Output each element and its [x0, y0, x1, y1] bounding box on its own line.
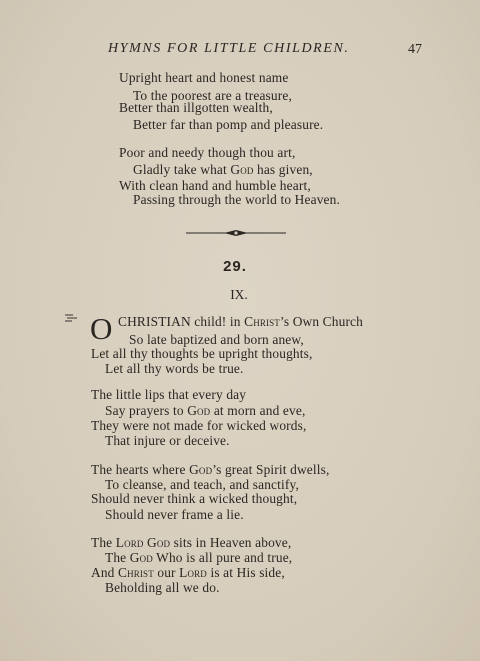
verse-line: The Lord God sits in Heaven above,	[91, 535, 292, 550]
verse-line: Better than illgotten wealth,	[119, 100, 273, 115]
verse-line: That injure or deceive.	[105, 433, 230, 448]
drop-cap: O	[90, 311, 113, 346]
verse-line: Gladly take what God has given,	[133, 162, 313, 177]
divine-name: God	[129, 550, 153, 565]
verse-line: Say prayers to God at morn and eve,	[105, 403, 306, 418]
divine-name: Christ	[118, 565, 154, 580]
ornament-divider	[186, 228, 286, 238]
verse-line: Should never think a wicked thought,	[91, 491, 298, 506]
verse-line: CHRISTIAN child! in Christ’s Own Church	[118, 314, 364, 329]
verse-line: So late baptized and born anew,	[129, 332, 304, 347]
verse-line: Poor and needy though thou art,	[119, 145, 296, 160]
page-header	[0, 41, 480, 61]
verse-line: To the poorest are a treasure,	[133, 88, 292, 103]
divine-name: Christ	[244, 314, 280, 329]
hymn-number: 29.	[223, 258, 247, 275]
verse-line: With clean hand and humble heart,	[119, 178, 311, 193]
verse-line: To cleanse, and teach, and sanctify,	[105, 477, 299, 492]
divine-name: God	[187, 403, 211, 418]
verse-line: And Christ our Lord is at His side,	[91, 565, 285, 580]
verse-line: Beholding all we do.	[105, 580, 220, 595]
verse-line: Better far than pomp and pleasure.	[133, 117, 324, 132]
verse-line: The little lips that every day	[91, 387, 247, 402]
hymn-subtitle: IX.	[230, 287, 248, 302]
verse-line: They were not made for wicked words,	[91, 418, 307, 433]
margin-mark	[64, 312, 78, 324]
page-number: 47	[408, 42, 422, 57]
verse-line: The hearts where God’s great Spirit dwells,	[91, 462, 330, 477]
verse-line: Upright heart and honest name	[119, 70, 289, 85]
divine-name: God	[230, 162, 254, 177]
divine-name: Lord God	[115, 535, 171, 550]
verse-line: Passing through the world to Heaven.	[133, 192, 340, 207]
verse-line: Let all thy words be true.	[105, 361, 244, 376]
running-title: HYMNS FOR LITTLE CHILDREN.	[108, 41, 350, 56]
divine-name: Lord	[179, 565, 207, 580]
divine-name: God	[189, 462, 213, 477]
verse-line: Let all thy thoughts be upright thoughts,	[91, 346, 313, 361]
verse-line: The God Who is all pure and true,	[105, 550, 293, 565]
verse-line: Should never frame a lie.	[105, 507, 244, 522]
